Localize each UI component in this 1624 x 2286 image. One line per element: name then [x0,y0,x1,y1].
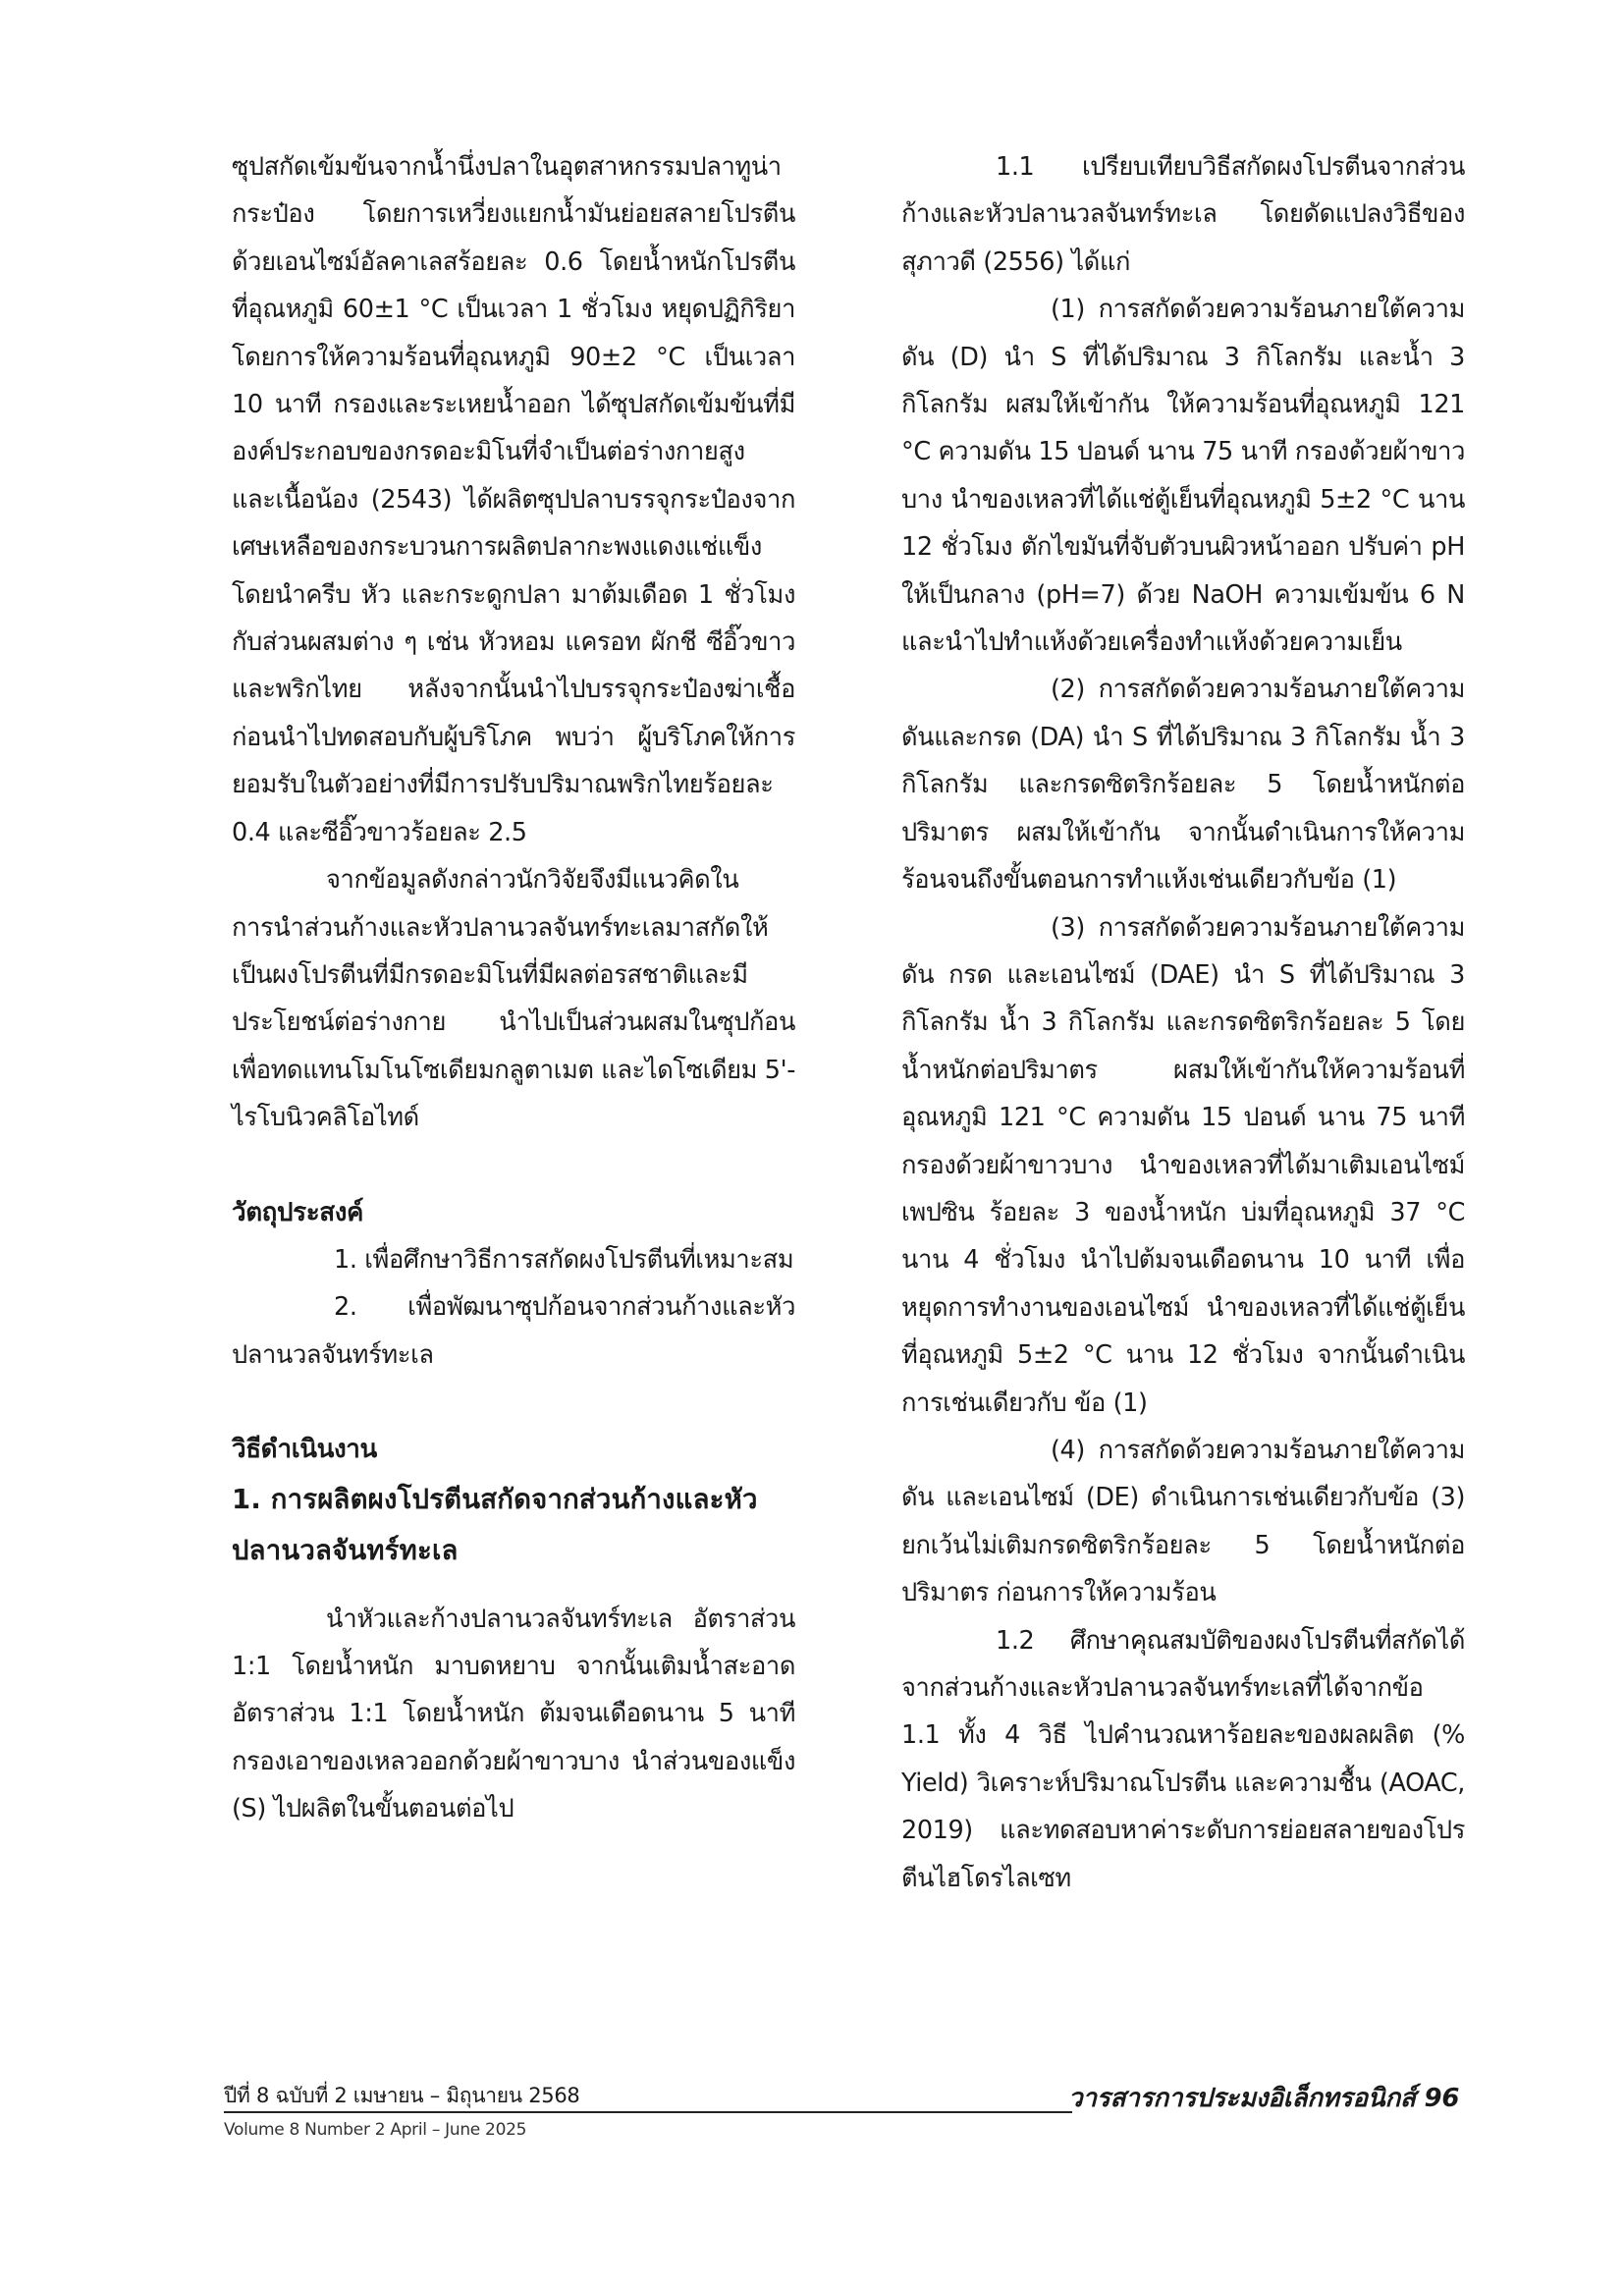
footer-journal [1068,2078,1459,2118]
spacer [232,1142,795,1189]
section-heading-objectives: วัตถุประสงค์ [232,1197,364,1227]
journal-title: วารสารการประมงอิเล็กทรอนิกส์ [1068,2084,1416,2113]
body-paragraph: (2) การสกัดด้วยความร้อนภายใต้ความดันและกรด (DA) นำ S ที่ได้ปริมาณ 3 กิโลกรัม น้ำ 3 กิโลกรัม และกรดซิตริกร้อยละ 5 โดยน้ำหนักต่อปริมาตร ผสมให้เข้ากัน จากนั้นดำเนินการให้ความร้อนจนถึงขั้นตอนการทำแห้งเช่นเดียวกับข้อ (1) [901,675,1465,896]
left-column [232,143,795,1833]
right-column [901,143,1465,1902]
subsection-heading: 1. การผลิตผงโปรตีนสกัดจากส่วนก้างและหัวปลานวลจันทร์ทะเล [232,1483,758,1566]
objective-item: 2. เพื่อพัฒนาซุปก้อนจากส่วนก้างและหัวปลานวลจันทร์ทะเล [232,1292,795,1370]
section-heading-methods: วิธีดำเนินงาน [232,1435,377,1465]
footer-issue-thai: ปีที่ 8 ฉบับที่ 2 เมษายน – มิถุนายน 2568 [224,2084,580,2107]
footer-rule [224,2111,1072,2113]
objective-item: 1. เพื่อศึกษาวิธีการสกัดผงโปรตีนที่เหมาะสม [334,1244,794,1275]
body-paragraph: (1) การสกัดด้วยความร้อนภายใต้ความดัน (D) นำ S ที่ได้ปริมาณ 3 กิโลกรัม และน้ำ 3 กิโลกรัม ผสมให้เข้ากัน ให้ความร้อนที่อุณหภูมิ 121 °C ความดัน 15 ปอนด์ นาน 75 นาที กรองด้วยผ้าขาวบาง นำของเหลวที่ได้แช่ตู้เย็นที่อุณหภูมิ 5±2 °C นาน 12 ชั่วโมง ตักไขมันที่จับตัวบนผิวหน้าออก ปรับค่า pH ให้เป็นกลาง (pH=7) ด้วย NaOH ความเข้มข้น 6 N และนำไปทำแห้งด้วยเครื่องทำแห้งด้วยความเย็น [901,295,1465,658]
body-paragraph: 1.1 เปรียบเทียบวิธีสกัดผงโปรตีนจากส่วนก้างและหัวปลานวลจันทร์ทะเล โดยดัดแปลงวิธีของสุภาวดี (2556) ได้แก่ [901,152,1465,277]
footer-issue-english: Volume 8 Number 2 April – June 2025 [224,2120,527,2140]
body-paragraph: ซุปสกัดเข้มข้นจากน้ำนึ่งปลาในอุตสาหกรรมปลาทูน่ากระป๋อง โดยการเหวี่ยงแยกน้ำมันย่อยสลายโปรตีนด้วยเอนไซม์อัลคาเลสร้อยละ 0.6 โดยน้ำหนักโปรตีน ที่อุณหภูมิ 60±1 °C เป็นเวลา 1 ชั่วโมง หยุดปฏิกิริยาโดยการให้ความร้อนที่อุณหภูมิ 90±2 °C เป็นเวลา 10 นาที กรองและระเหยน้ำออก ได้ซุปสกัดเข้มข้นที่มีองค์ประกอบของกรดอะมิโนที่จำเป็นต่อร่างกายสูง และเนื้อน้อง (2543) ได้ผลิตซุปปลาบรรจุกระป๋องจากเศษเหลือของกระบวนการผลิตปลากะพงแดงแช่แข็ง โดยนำครีบ หัว และกระดูกปลา มาต้มเดือด 1 ชั่วโมง กับส่วนผสมต่าง ๆ เช่น หัวหอม แครอท ผักชี ซีอิ๊วขาว และพริกไทย หลังจากนั้นนำไปบรรจุกระป๋องฆ่าเชื้อ ก่อนนำไปทดสอบกับผู้บริโภค พบว่า ผู้บริโภคให้การยอมรับในตัวอย่างที่มีการปรับปริมาณพริกไทยร้อยละ 0.4 และซีอิ๊วขาวร้อยละ 2.5 [232,152,795,847]
body-paragraph: นำหัวและก้างปลานวลจันทร์ทะเล อัตราส่วน 1:1 โดยน้ำหนัก มาบดหยาบ จากนั้นเติมน้ำสะอาด อัตราส่วน 1:1 โดยน้ำหนัก ต้มจนเดือดนาน 5 นาที กรองเอาของเหลวออกด้วยผ้าขาวบาง นำส่วนของแข็ง (S) ไปผลิตในขั้นตอนต่อไป [232,1604,795,1824]
page-number: 96 [1424,2084,1460,2113]
body-paragraph: จากข้อมูลดังกล่าวนักวิจัยจึงมีแนวคิดในการนำส่วนก้างและหัวปลานวลจันทร์ทะเลมาสกัดให้เป็นผงโปรตีนที่มีกรดอะมิโนที่มีผลต่อรสชาติและมีประโยชน์ต่อร่างกาย นำไปเป็นส่วนผสมในซุปก้อน เพื่อทดแทนโมโนโซเดียมกลูตาเมต และไดโซเดียม 5'-ไรโบนิวคลิโอไทด์ [232,865,795,1133]
spacer [232,1379,795,1426]
spacer [232,1576,795,1596]
body-paragraph: 1.2 ศึกษาคุณสมบัติของผงโปรตีนที่สกัดได้จากส่วนก้างและหัวปลานวลจันทร์ทะเลที่ได้จากข้อ 1.1 ทั้ง 4 วิธี ไปคำนวณหาร้อยละของผลผลิต (% Yield) วิเคราะห์ปริมาณโปรตีน และความชื้น (AOAC, 2019) และทดสอบหาค่าระดับการย่อยสลายของโปรตีนไฮโดรไลเซท [901,1625,1465,1893]
body-paragraph: (4) การสกัดด้วยความร้อนภายใต้ความดัน และเอนไซม์ (DE) ดำเนินการเช่นเดียวกับข้อ (3) ยกเว้นไม่เติมกรดซิตริกร้อยละ 5 โดยน้ำหนักต่อปริมาตร ก่อนการให้ความร้อน [901,1435,1465,1608]
body-paragraph: (3) การสกัดด้วยความร้อนภายใต้ความดัน กรด และเอนไซม์ (DAE) นำ S ที่ได้ปริมาณ 3 กิโลกรัม น้ำ 3 กิโลกรัม และกรดซิตริกร้อยละ 5 โดยน้ำหนักต่อปริมาตร ผสมให้เข้ากันให้ความร้อนที่อุณหภูมิ 121 °C ความดัน 15 ปอนด์ นาน 75 นาที กรองด้วยผ้าขาวบาง นำของเหลวที่ได้มาเติมเอนไซม์เพปซิน ร้อยละ 3 ของน้ำหนัก บ่มที่อุณหภูมิ 37 °C นาน 4 ชั่วโมง นำไปต้มจนเดือดนาน 10 นาที เพื่อหยุดการทำงานของเอนไซม์ นำของเหลวที่ได้แช่ตู้เย็นที่อุณหภูมิ 5±2 °C นาน 12 ชั่วโมง จากนั้นดำเนินการเช่นเดียวกับ ข้อ (1) [901,912,1465,1418]
footer-issue [224,2080,579,2140]
